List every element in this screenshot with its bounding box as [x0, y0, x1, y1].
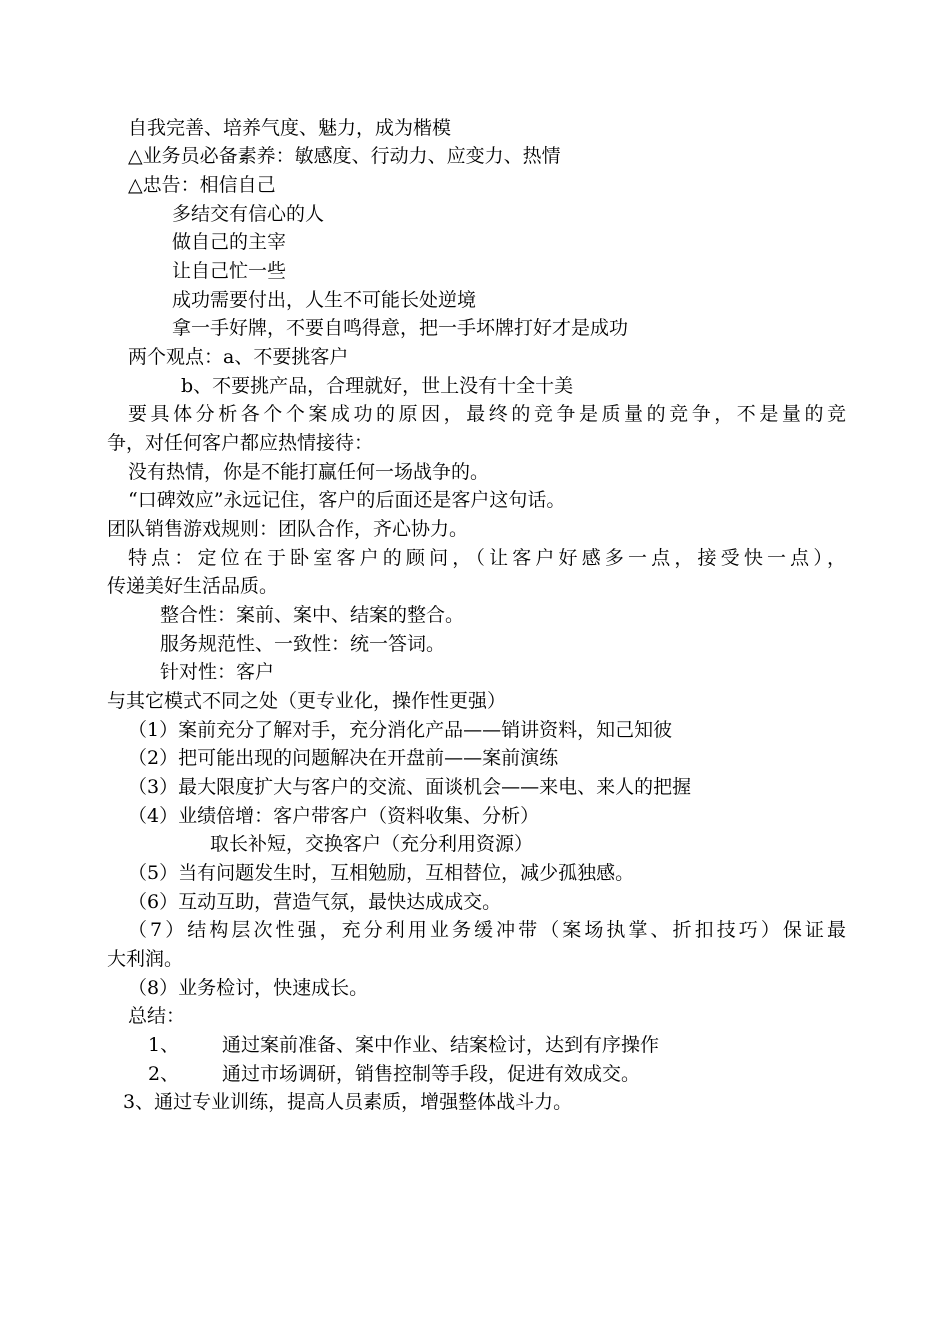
- text-line: 通过案前准备、案中作业、结案检讨，达到有序操作: [222, 1034, 660, 1056]
- text-line: （4）业绩倍增：客户带客户（资料收集、分析）: [128, 805, 540, 827]
- text-line: 多结交有信心的人: [172, 203, 325, 225]
- text-line: （8）业务检讨，快速成长。: [128, 977, 369, 999]
- text-line: △忠告：相信自己: [128, 174, 276, 196]
- text-line: （1）案前充分了解对手，充分消化产品——销讲资料，知己知彼: [128, 719, 673, 741]
- text-line: （3）最大限度扩大与客户的交流、面谈机会——来电、来人的把握: [128, 776, 692, 798]
- text-line: 两个观点：a、不要挑客户: [128, 346, 349, 368]
- text-line: 没有热情，你是不能打赢任何一场战争的。: [128, 461, 490, 483]
- text-line: 争，对任何客户都应热情接待：: [107, 432, 374, 454]
- text-line: 让自己忙一些: [172, 260, 287, 282]
- text-line: 特点：定位在于卧室客户的顾问，（让客户好感多一点，接受快一点），: [128, 547, 846, 569]
- text-line: 成功需要付出，人生不可能长处逆境: [172, 289, 477, 311]
- text-line: 取长补短，交换客户（充分利用资源）: [210, 833, 534, 855]
- text-line: （2）把可能出现的问题解决在开盘前——案前演练: [128, 747, 559, 769]
- text-line: （7）结构层次性强，充分利用业务缓冲带（案场执掌、折扣技巧）保证最: [128, 919, 846, 941]
- text-line: 针对性：客户: [160, 661, 275, 683]
- text-line: “口碑效应”永远记住，客户的后面还是客户这句话。: [128, 489, 566, 511]
- text-line: （6）互动互助，营造气氛，最快达成成交。: [128, 891, 502, 913]
- text-line: 通过市场调研，销售控制等手段，促进有效成交。: [222, 1063, 641, 1085]
- list-number: 1、: [148, 1034, 180, 1056]
- text-line: 拿一手好牌，不要自鸣得意，把一手坏牌打好才是成功: [172, 317, 629, 339]
- text-line: b、不要挑产品，合理就好，世上没有十全十美: [181, 375, 574, 397]
- list-number: 2、: [148, 1063, 180, 1085]
- text-line: 大利润。: [107, 948, 184, 970]
- text-line: （5）当有问题发生时，互相勉励，互相替位，减少孤独感。: [128, 862, 635, 884]
- text-line: 自我完善、培养气度、魅力，成为楷模: [128, 117, 452, 139]
- text-line: 做自己的主宰: [172, 231, 287, 253]
- text-line: 团队销售游戏规则：团队合作，齐心协力。: [107, 518, 469, 540]
- text-line: 要具体分析各个个案成功的原因，最终的竞争是质量的竞争，不是量的竞: [128, 403, 846, 425]
- text-line: 服务规范性、一致性：统一答词。: [160, 633, 446, 655]
- text-line: 与其它模式不同之处（更专业化，操作性更强）: [107, 690, 507, 712]
- text-line: 传递美好生活品质。: [107, 575, 279, 597]
- text-line: △业务员必备素养：敏感度、行动力、应变力、热情: [128, 145, 561, 167]
- text-line: 3、通过专业训练，提高人员素质，增强整体战斗力。: [123, 1091, 573, 1113]
- text-line: 整合性：案前、案中、结案的整合。: [160, 604, 465, 626]
- text-line: 总结：: [128, 1005, 186, 1027]
